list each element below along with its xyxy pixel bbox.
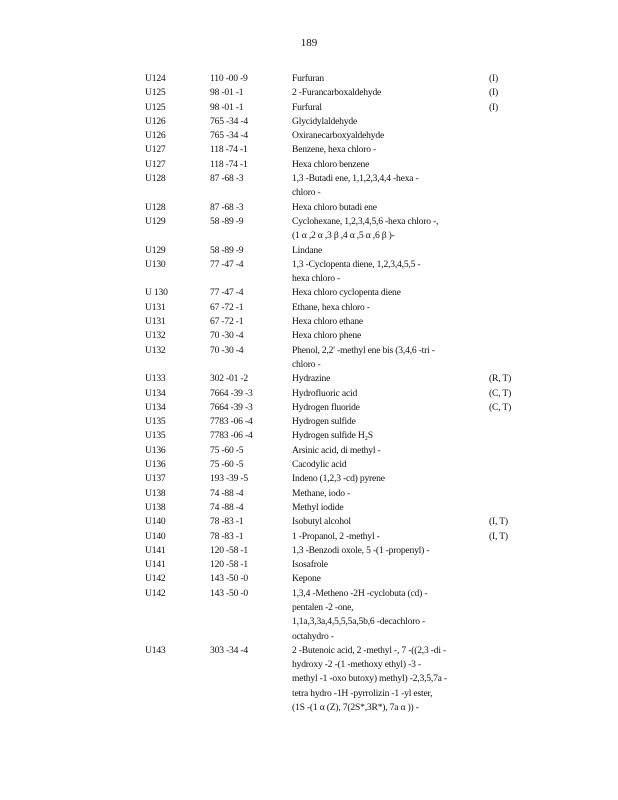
substance-name (292, 344, 482, 373)
cas-number: 77 -47 -4 (210, 287, 244, 299)
table-row (145, 444, 545, 458)
substance-name-line: Lindane (292, 244, 323, 256)
table-row (145, 372, 545, 386)
substance-name (292, 387, 482, 401)
hazard-code: (I, T) (489, 530, 508, 542)
waste-code: U125 (145, 101, 166, 113)
cas-number: 58 -89 -9 (210, 244, 244, 256)
substance-name (292, 372, 482, 386)
substance-name-line: Phenol, 2,2' -methyl ene bis (3,4,6 -tri - (292, 344, 435, 356)
table-row (145, 86, 545, 100)
table-row (145, 244, 545, 258)
cas-number: 110 -00 -9 (210, 73, 248, 84)
table-row (145, 572, 545, 586)
hazardous-waste-table (145, 72, 545, 715)
waste-code: U127 (145, 144, 166, 156)
substance-name-line: (1S -(1 α (Z), 7(2S*,3R*), 7a α )) - (292, 702, 419, 714)
table-row (145, 286, 545, 300)
table-row (145, 72, 545, 86)
substance-name (292, 329, 482, 343)
substance-name-line: pentalen -2 -one, (292, 601, 354, 613)
substance-name (292, 644, 482, 715)
substance-name-line: 2 -Furancarboxaldehyde (292, 87, 382, 99)
waste-code: U128 (145, 201, 166, 213)
substance-name-line: Ethane, hexa chloro - (292, 301, 370, 313)
substance-name-line: tetra hydro -1H -pyrrolizin -1 -yl ester, (292, 687, 433, 699)
page-number: 189 (300, 37, 318, 49)
substance-name-line: Isobutyl alcohol (292, 516, 351, 528)
substance-name (292, 115, 482, 129)
table-row (145, 487, 545, 501)
substance-name-line: Furfuran (292, 73, 324, 84)
substance-name-line: Hexa chloro cyclopenta diene (292, 287, 401, 299)
hazard-code: (C, T) (489, 387, 512, 399)
cas-number: 58 -89 -9 (210, 215, 244, 227)
table-row (145, 158, 545, 172)
hazard-code: (I) (489, 73, 498, 84)
cas-number: 75 -60 -5 (210, 444, 244, 456)
cas-number: 143 -50 -0 (210, 573, 248, 585)
waste-code: U140 (145, 516, 166, 528)
table-row (145, 201, 545, 215)
cas-number: 7664 -39 -3 (210, 387, 253, 399)
substance-name-line: Hexa chloro benzene (292, 158, 370, 170)
waste-code: U127 (145, 158, 166, 170)
cas-number: 87 -68 -3 (210, 201, 244, 213)
cas-number: 765 -34 -4 (210, 115, 248, 127)
substance-name (292, 472, 482, 486)
substance-name (292, 201, 482, 215)
cas-number: 765 -34 -4 (210, 130, 248, 142)
table-row (145, 458, 545, 472)
substance-name-line: Hexa chloro phene (292, 330, 362, 342)
cas-number: 303 -34 -4 (210, 644, 248, 656)
substance-name-line: 2 -Butenoic acid, 2 -methyl -, 7 -((2,3 -di - (292, 644, 447, 656)
substance-name (292, 401, 482, 415)
substance-name-line: chloro - (292, 358, 321, 370)
cas-number: 7664 -39 -3 (210, 401, 253, 413)
waste-code: U136 (145, 444, 166, 456)
cas-number: 77 -47 -4 (210, 258, 244, 270)
waste-code: U130 (145, 258, 166, 270)
substance-name (292, 158, 482, 172)
table-row (145, 143, 545, 157)
cas-number: 120 -58 -1 (210, 559, 248, 571)
substance-name (292, 544, 482, 558)
substance-name (292, 487, 482, 501)
substance-name-line: Hydrogen fluoride (292, 401, 360, 413)
substance-name-line: Indeno (1,2,3 -cd) pyrene (292, 473, 385, 485)
table-row (145, 587, 545, 644)
hazard-code: (I) (489, 101, 498, 113)
waste-code: U141 (145, 559, 166, 571)
table-row (145, 415, 545, 429)
hazard-code: (R, T) (489, 373, 512, 385)
substance-name-line: 1,3 -Benzodi oxole, 5 -(1 -propenyl) - (292, 544, 430, 556)
substance-name (292, 444, 482, 458)
substance-name-line: 1,3 -Butadi ene, 1,1,2,3,4,4 -hexa - (292, 173, 419, 185)
table-row (145, 315, 545, 329)
waste-code: U134 (145, 387, 166, 399)
table-row (145, 301, 545, 315)
substance-name-line: hexa chloro - (292, 273, 341, 285)
cas-number: 98 -01 -1 (210, 101, 244, 113)
hazard-code: (I) (489, 87, 498, 99)
waste-code: U129 (145, 244, 166, 256)
substance-name (292, 258, 482, 287)
substance-name-line: Hydrazine (292, 373, 331, 385)
cas-number: 118 -74 -1 (210, 144, 248, 156)
substance-name (292, 429, 482, 443)
substance-name (292, 515, 482, 529)
waste-code: U128 (145, 173, 166, 185)
waste-code: U134 (145, 401, 166, 413)
substance-name (292, 315, 482, 329)
waste-code: U132 (145, 344, 166, 356)
cas-number: 98 -01 -1 (210, 87, 244, 99)
substance-name (292, 244, 482, 258)
substance-name-line: Hydrogen sulfide (292, 416, 356, 428)
table-row (145, 501, 545, 515)
waste-code: U136 (145, 459, 166, 471)
substance-name (292, 415, 482, 429)
cas-number: 7783 -06 -4 (210, 430, 253, 442)
substance-name (292, 86, 482, 100)
table-row (145, 258, 545, 287)
cas-number: 87 -68 -3 (210, 173, 244, 185)
table-row (145, 215, 545, 244)
substance-name-line: Hexa chloro butadi ene (292, 201, 377, 213)
waste-code: U124 (145, 73, 166, 84)
waste-code: U126 (145, 130, 166, 142)
substance-name (292, 172, 482, 201)
cas-number: 118 -74 -1 (210, 158, 248, 170)
substance-name (292, 458, 482, 472)
substance-name-line: Furfural (292, 101, 322, 113)
cas-number: 67 -72 -1 (210, 316, 244, 328)
waste-code: U131 (145, 316, 166, 328)
substance-name (292, 572, 482, 586)
waste-code: U132 (145, 330, 166, 342)
substance-name-line: Benzene, hexa chloro - (292, 144, 377, 156)
table-row (145, 387, 545, 401)
table-row (145, 544, 545, 558)
substance-name-line: Kepone (292, 573, 321, 585)
substance-name-line: Oxiranecarboxyaldehyde (292, 130, 385, 142)
cas-number: 78 -83 -1 (210, 516, 244, 528)
table-row (145, 344, 545, 373)
table-row (145, 515, 545, 529)
table-row (145, 101, 545, 115)
table-row (145, 129, 545, 143)
substance-name-line: 1 -Propanol, 2 -methyl - (292, 530, 380, 542)
cas-number: 74 -88 -4 (210, 501, 244, 513)
table-row (145, 644, 545, 715)
cas-number: 74 -88 -4 (210, 487, 244, 499)
cas-number: 70 -30 -4 (210, 344, 244, 356)
substance-name (292, 72, 482, 86)
substance-name-line: Methane, iodo - (292, 487, 351, 499)
substance-name-line: Cyclohexane, 1,2,3,4,5,6 -hexa chloro -, (292, 215, 439, 227)
substance-name-line: octahydro - (292, 630, 334, 642)
cas-number: 78 -83 -1 (210, 530, 244, 542)
substance-name (292, 587, 482, 644)
cas-number: 7783 -06 -4 (210, 416, 253, 428)
waste-code: U138 (145, 501, 166, 513)
table-row (145, 401, 545, 415)
waste-code: U131 (145, 301, 166, 313)
substance-name-line: (1 α ,2 α ,3 β ,4 α ,5 α ,6 β )- (292, 230, 395, 242)
table-row (145, 115, 545, 129)
waste-code: U142 (145, 587, 166, 599)
substance-name (292, 301, 482, 315)
substance-name-line: methyl -1 -oxo butoxy) methyl) -2,3,5,7a - (292, 673, 447, 685)
substance-name (292, 530, 482, 544)
cas-number: 70 -30 -4 (210, 330, 244, 342)
substance-name-line: Isosafrole (292, 559, 328, 571)
cas-number: 143 -50 -0 (210, 587, 248, 599)
substance-name-line: chloro - (292, 187, 321, 199)
waste-code: U138 (145, 487, 166, 499)
substance-name (292, 101, 482, 115)
substance-name-line: Methyl iodide (292, 501, 344, 513)
table-row (145, 530, 545, 544)
waste-code: U133 (145, 373, 166, 385)
substance-name-line: Hydrofluoric acid (292, 387, 358, 399)
hazard-code: (C, T) (489, 401, 512, 413)
waste-code: U135 (145, 416, 166, 428)
waste-code: U125 (145, 87, 166, 99)
substance-name (292, 558, 482, 572)
waste-code: U141 (145, 544, 166, 556)
substance-name (292, 286, 482, 300)
cas-number: 67 -72 -1 (210, 301, 244, 313)
substance-name (292, 501, 482, 515)
waste-code: U129 (145, 215, 166, 227)
substance-name-line: Hydrogen sulfide H₂S (292, 430, 373, 442)
table-row (145, 472, 545, 486)
table-row (145, 172, 545, 201)
substance-name-line: 1,3 -Cyclopenta diene, 1,2,3,4,5,5 - (292, 258, 421, 270)
substance-name-line: Hexa chloro ethane (292, 316, 363, 328)
substance-name (292, 215, 482, 244)
substance-name-line: Glycidylaldehyde (292, 115, 358, 127)
cas-number: 75 -60 -5 (210, 459, 244, 471)
waste-code: U143 (145, 644, 166, 656)
substance-name-line: hydroxy -2 -(1 -methoxy ethyl) -3 - (292, 659, 421, 671)
substance-name-line: Cacodylic acid (292, 459, 347, 471)
waste-code: U135 (145, 430, 166, 442)
waste-code: U140 (145, 530, 166, 542)
cas-number: 302 -01 -2 (210, 373, 248, 385)
substance-name (292, 143, 482, 157)
cas-number: 120 -58 -1 (210, 544, 248, 556)
substance-name-line: 1,1a,3,3a,4,5,5,5a,5b,6 -decachloro - (292, 616, 425, 628)
table-row (145, 329, 545, 343)
hazard-code: (I, T) (489, 516, 508, 528)
substance-name (292, 129, 482, 143)
substance-name-line: Arsinic acid, di methyl - (292, 444, 381, 456)
waste-code: U126 (145, 115, 166, 127)
substance-name-line: 1,3,4 -Metheno -2H -cyclobuta (cd) - (292, 587, 428, 599)
table-row (145, 558, 545, 572)
table-row (145, 429, 545, 443)
cas-number: 193 -39 -5 (210, 473, 248, 485)
waste-code: U142 (145, 573, 166, 585)
waste-code: U 130 (145, 287, 168, 299)
waste-code: U137 (145, 473, 166, 485)
